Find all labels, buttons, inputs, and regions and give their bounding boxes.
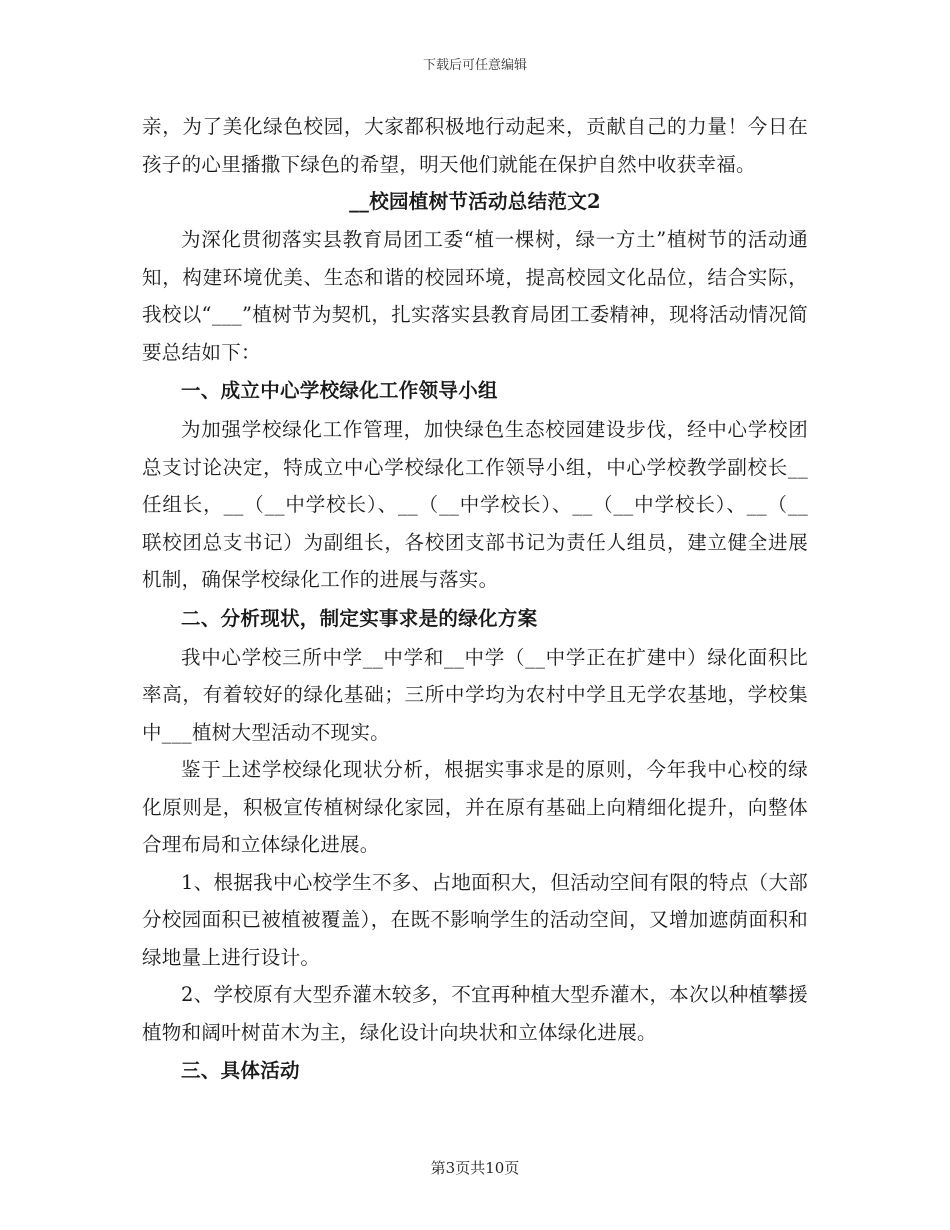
paragraph: 为加强学校绿化工作管理，加快绿色生态校园建设步伐，经中心学校团总支讨论决定，特成立中心学校绿化工作领导小组，中心学校教学副校长__任组长，__（__中学校长）、__（__中学校长）、__（__中学校长）、__（__联校团总支书记）为副组长，各校团支部书记为责任人组员，建立健全进展机制，确保学校绿化工作的进展与落实。	[142, 418, 808, 591]
page-header: 下载后可任意编辑	[422, 58, 527, 73]
page-number: 第3页共10页	[430, 1159, 520, 1177]
paragraph: 为深化贯彻落实县教育局团工委“植一棵树，绿一方土”植树节的活动通知，构建环境优美、生态和谐的校园环境，提高校园文化品位，结合实际，我校以“___”植树节为契机，扎实落实县教育局团工委精神，现将活动情况简要总结如下：	[142, 228, 808, 364]
paragraph: 亲，为了美化绿色校园，大家都积极地行动起来，贡献自己的力量！今日在孩子的心里播撒下绿色的希望，明天他们就能在保护自然中收获幸福。	[142, 115, 808, 176]
paragraph: 2、学校原有大型乔灌木较多，不宜再种植大型乔灌木，本次以种植攀援植物和阔叶树苗木为主，绿化设计向块状和立体绿化进展。	[142, 983, 808, 1044]
paragraph: 鉴于上述学校绿化现状分析，根据实事求是的原则，今年我中心校的绿化原则是，积极宣传植树绿化家园，并在原有基础上向精细化提升，向整体合理布局和立体绿化进展。	[142, 758, 808, 856]
document-body	[142, 108, 808, 1091]
paragraph: 1、根据我中心校学生不多、占地面积大，但活动空间有限的特点（大部分校园面积已被植被覆盖），在既不影响学生的活动空间，又增加遮荫面积和绿地量上进行设计。	[142, 870, 808, 969]
paragraph: 我中心学校三所中学__中学和__中学（__中学正在扩建中）绿化面积比率高，有着较好的绿化基础；三所中学均为农村中学且无学农基地，学校集中___植树大型活动不现实。	[142, 645, 808, 744]
section-heading: 二、分析现状，制定实事求是的绿化方案	[181, 606, 538, 630]
section-heading: 三、具体活动	[181, 1059, 300, 1082]
section-title: __校园植树节活动总结范文2	[349, 190, 601, 213]
section-heading: 一、成立中心学校绿化工作领导小组	[181, 379, 498, 402]
